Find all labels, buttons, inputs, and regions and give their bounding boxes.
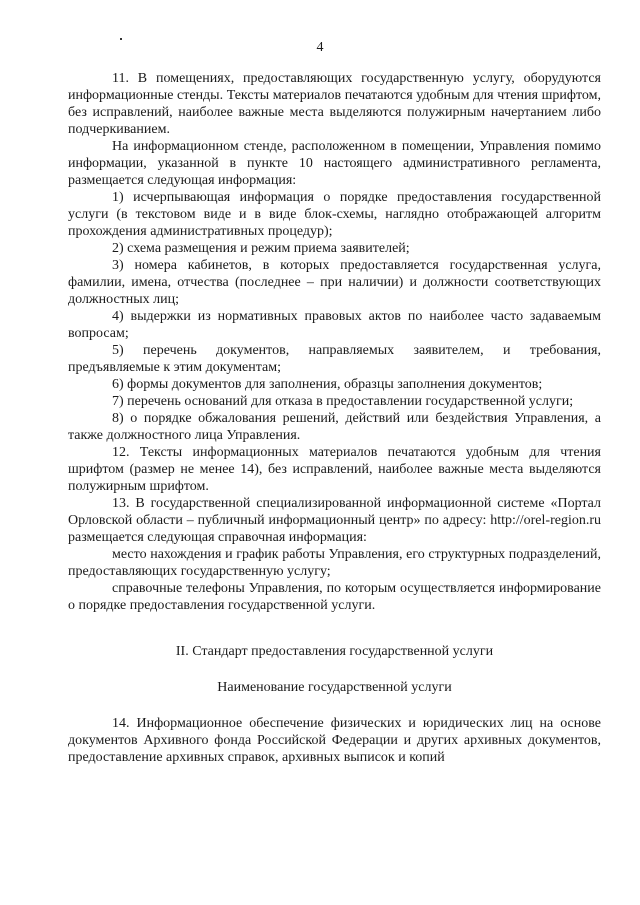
list-item-1: 1) исчерпывающая информация о порядке предоставления государственной услуги (в текстовом виде и в виде блок-схемы, наглядно отображающей алгоритм прохождения административных процедур);	[68, 190, 601, 239]
paragraph-location: место нахождения и график работы Управления, его структурных подразделений, предоставляющих государственную услугу;	[68, 547, 601, 579]
document-body	[68, 70, 601, 766]
list-item-3: 3) номера кабинетов, в которых предоставляется государственная услуга, фамилии, имена, отчества (последнее – при наличии) и должности соответствующих должностных лиц;	[68, 258, 601, 307]
paragraph-phones: справочные телефоны Управления, по которым осуществляется информирование о порядке предоставления государственной услуги.	[68, 581, 601, 613]
list-item-2: 2) схема размещения и режим приема заявителей;	[112, 241, 410, 256]
spacer	[68, 696, 601, 715]
spacer	[68, 614, 601, 643]
list-item-7: 7) перечень оснований для отказа в предоставлении государственной услуги;	[112, 394, 574, 409]
page-number: 4	[316, 40, 324, 55]
paragraph-14: 14. Информационное обеспечение физических и юридических лиц на основе документов Архивного фонда Российской Федерации и других архивных документов, предоставление архивных справок, архивных выписок и копий	[68, 716, 601, 765]
list-item-8: 8) о порядке обжалования решений, действий или бездействия Управления, а также должностного лица Управления.	[68, 411, 601, 443]
paragraph-info-stand: На информационном стенде, расположенном в помещении, Управления помимо информации, указанной в пункте 10 настоящего административного регламента, размещается следующая информация:	[68, 139, 601, 188]
list-item-4: 4) выдержки из нормативных правовых актов по наиболее часто задаваемым вопросам;	[68, 309, 601, 341]
section-heading: II. Стандарт предоставления государственной услуги	[175, 644, 494, 659]
list-item-5: 5) перечень документов, направляемых заявителем, и требования, предъявляемые к этим документам;	[68, 343, 601, 375]
list-item-6: 6) формы документов для заполнения, образцы заполнения документов;	[112, 377, 543, 392]
paragraph-11: 11. В помещениях, предоставляющих государственную услугу, оборудуются информационные стенды. Тексты материалов печатаются удобным для чтения шрифтом, без исправлений, наиболее важные места выделяются полужирным начертанием либо подчеркиванием.	[68, 71, 601, 137]
subsection-heading: Наименование государственной услуги	[217, 680, 452, 695]
spacer	[68, 660, 601, 679]
paragraph-13: 13. В государственной специализированной информационной системе «Портал Орловской области – публичный информационный центр» по адресу: http://orel-region.ru размещается следующая справочная информация:	[68, 496, 601, 545]
paragraph-12: 12. Тексты информационных материалов печатаются удобным для чтения шрифтом (размер не менее 14), без исправлений, наиболее важные места выделяются полужирным шрифтом.	[68, 445, 601, 494]
